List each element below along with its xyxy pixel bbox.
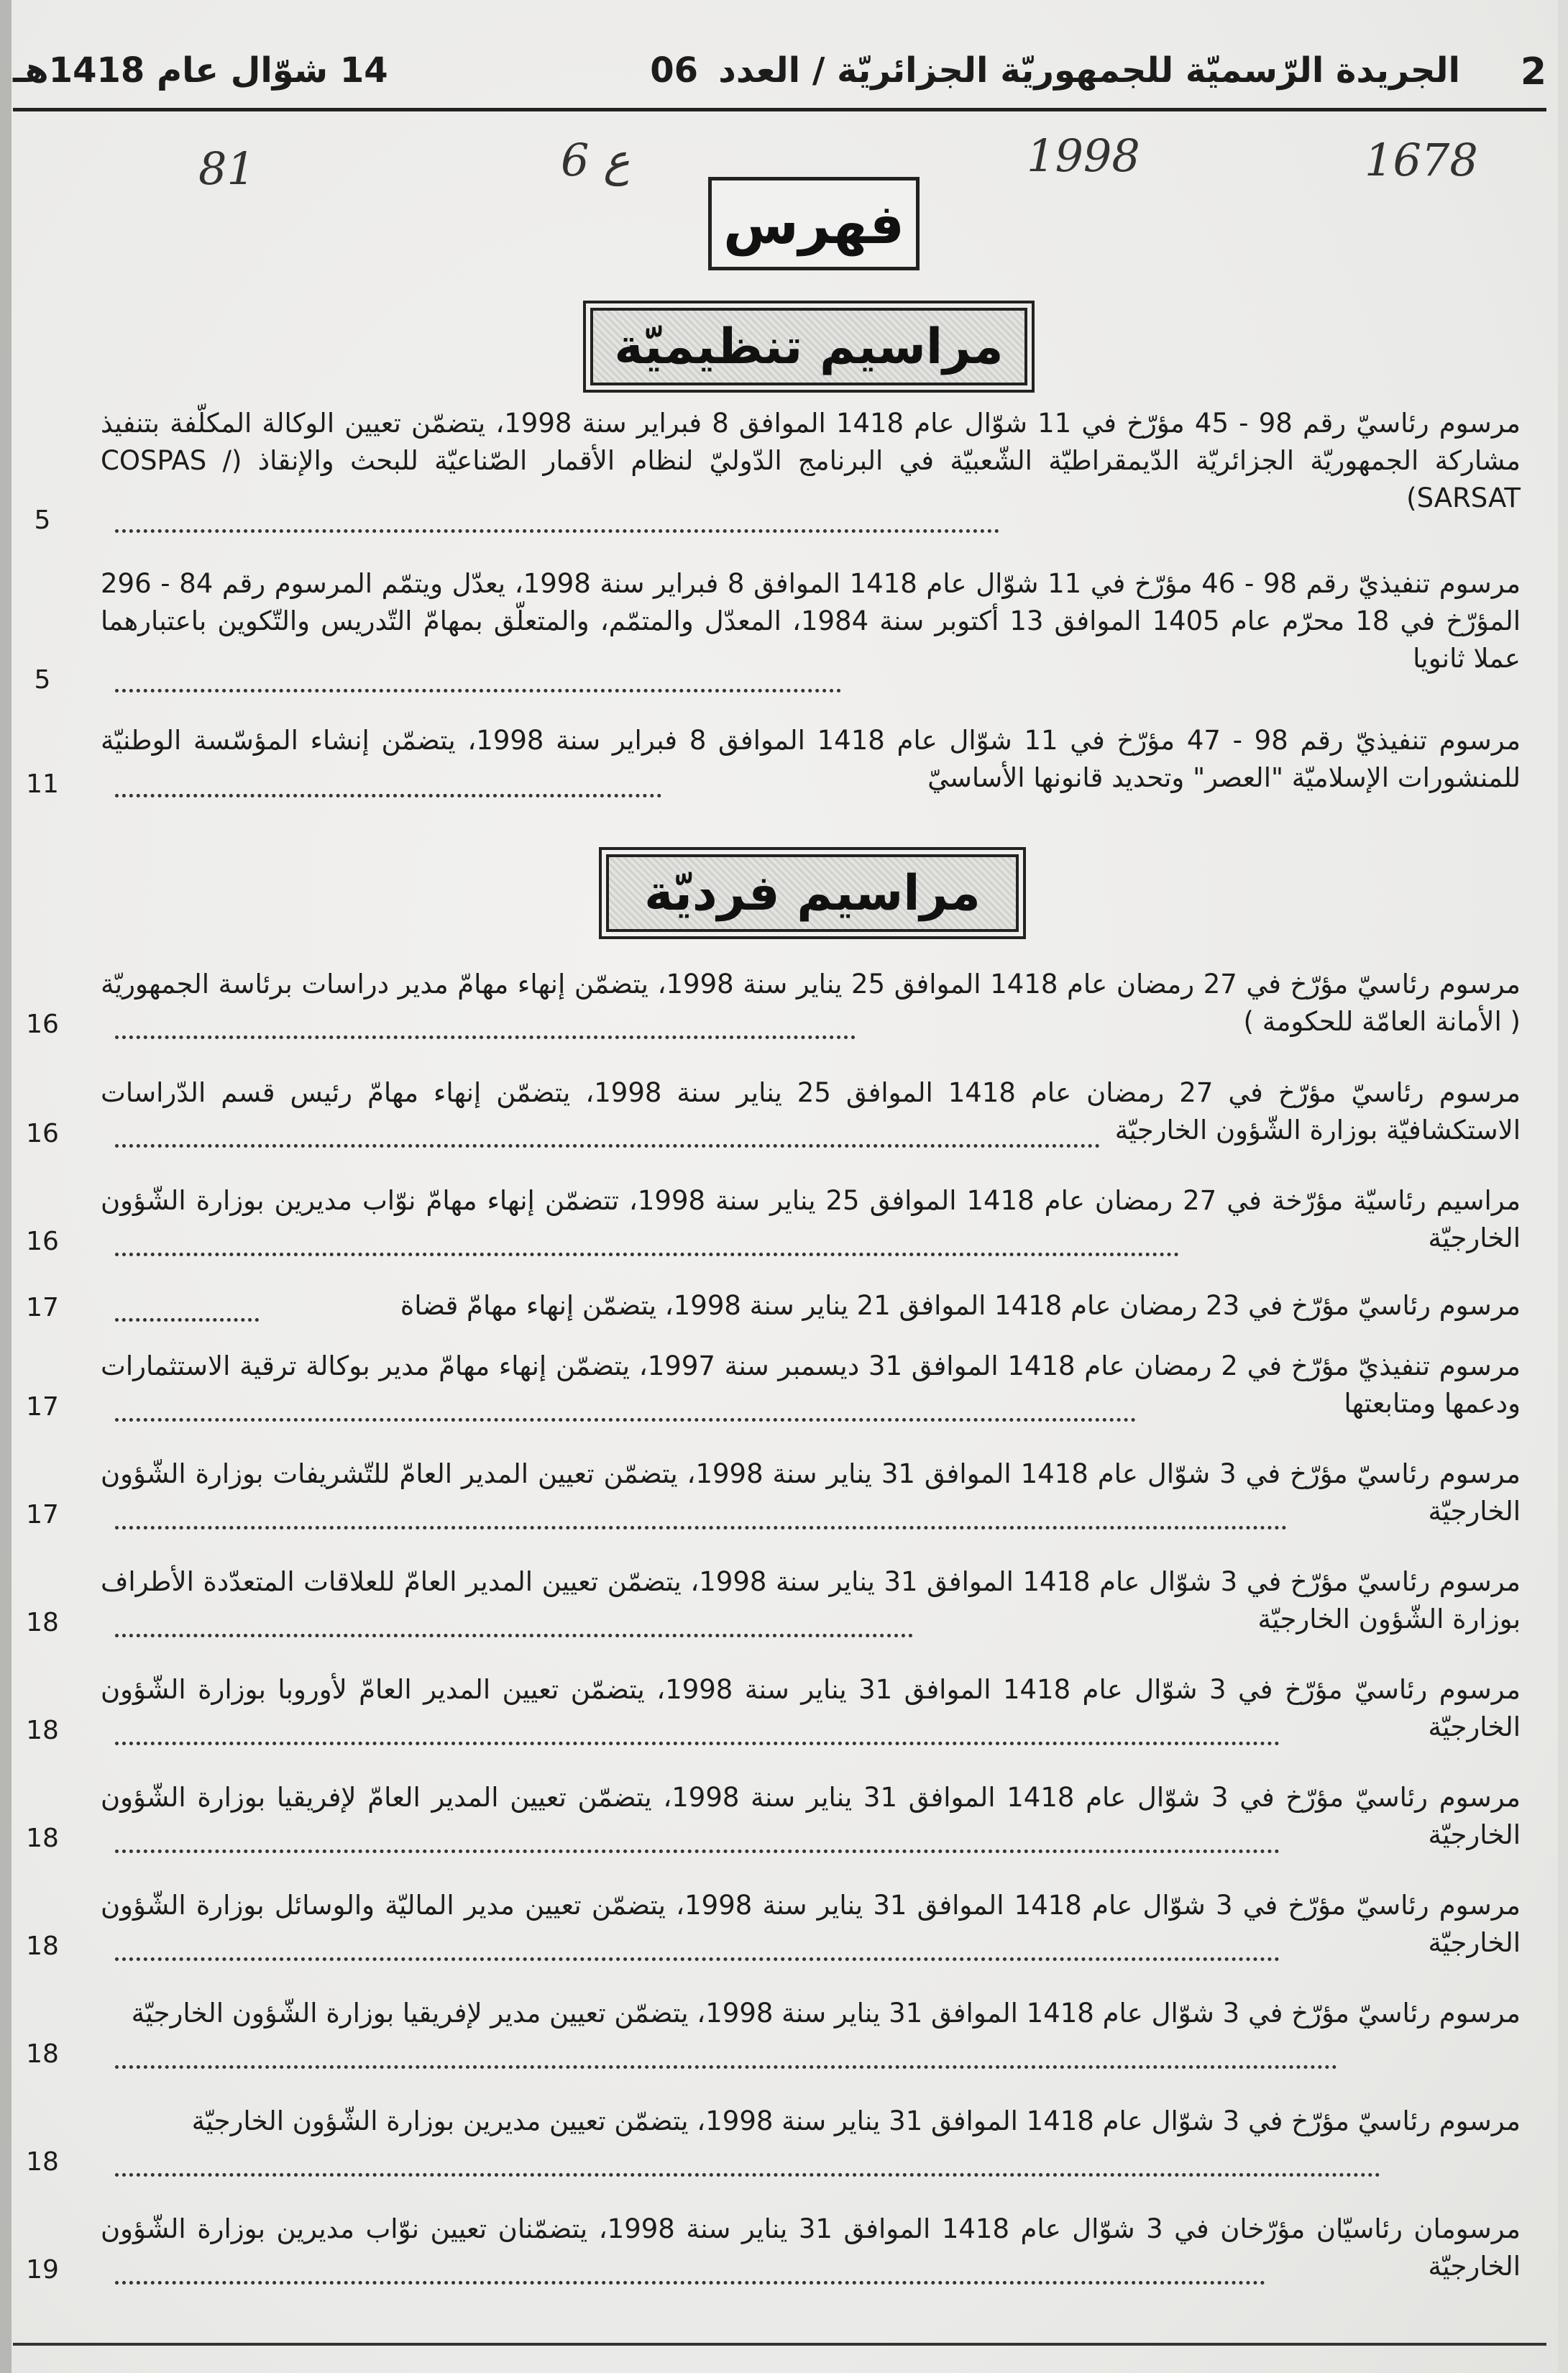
toc-page-number: 18 (26, 1608, 59, 1637)
toc-page-number: 11 (26, 769, 59, 799)
toc-page-number: 16 (26, 1119, 59, 1148)
running-header (13, 37, 1546, 109)
handwritten-note: 1678 (1365, 134, 1478, 186)
toc-entry[interactable]: مرسوم رئاسيّ رقم 98 - 45 مؤرّخ في 11 شوّال عام 1418 الموافق 8 فبراير سنة 1998، يتضمّن تعيين الوكالة المكلّفة بتنفيذ مشاركة الجمهوريّة الجزائريّة الدّيمقراطيّة الشّعبيّة في البرنامج الدّوليّ لنظام الأقمار الصّناعيّة للبحث والإنقاذ (COSPAS / SARSAT) (101, 408, 1521, 513)
leader-dots (115, 1035, 856, 1039)
handwritten-note: 81 (198, 142, 255, 195)
binding-edge (0, 0, 12, 2373)
leader-dots (115, 2281, 1265, 2285)
toc-entry[interactable]: مرسوم تنفيذيّ رقم 98 - 46 مؤرّخ في 11 شوّال عام 1418 الموافق 8 فبراير سنة 1998، يعدّل ويتمّم المرسوم رقم 84 - 296 المؤرّخ في 18 محرّم عام 1405 الموافق 13 أكتوبر سنة 1984، المعدّل والمتمّم، والمتعلّق بمهامّ التّدريس والتّكوين باعتبارهما عملا ثانويا (101, 568, 1521, 674)
toc-entry[interactable]: مرسوم رئاسيّ مؤرّخ في 3 شوّال عام 1418 الموافق 31 يناير سنة 1998، يتضمّن تعيين المدير العامّ لإفريقيا بوزارة الشّؤون الخارجيّة (101, 1782, 1521, 1850)
leader-dots (115, 1742, 1280, 1745)
toc-page-number: 18 (26, 1716, 59, 1745)
toc-page-number: 17 (26, 1293, 59, 1322)
index-title: فهرس (708, 177, 920, 270)
leader-dots (115, 1144, 1100, 1148)
leader-dots (115, 1957, 1280, 1961)
toc-entry[interactable]: مرسوم رئاسيّ مؤرّخ في 3 شوّال عام 1418 الموافق 31 يناير سنة 1998، يتضمّن تعيين المدير العامّ للعلاقات المتعدّدة الأطراف بوزارة الشّؤون الخارجيّة (101, 1566, 1521, 1634)
toc-entry[interactable]: مرسوم رئاسيّ مؤرّخ في 23 رمضان عام 1418 الموافق 21 يناير سنة 1998، يتضمّن إنهاء مهامّ قضاة (400, 1290, 1521, 1321)
leader-dots (115, 529, 999, 533)
header-rule (13, 108, 1546, 111)
section-title-regulatory-decrees: مراسيم تنظيميّة (590, 308, 1027, 385)
toc-entry[interactable]: مرسومان رئاسيّان مؤرّخان في 3 شوّال عام 1418 الموافق 31 يناير سنة 1998، يتضمّنان تعيين نوّاب مديرين بوزارة الشّؤون الخارجيّة (101, 2213, 1521, 2282)
toc-entry[interactable]: مرسوم رئاسيّ مؤرّخ في 3 شوّال عام 1418 الموافق 31 يناير سنة 1998، يتضمّن تعيين مدير الماليّة والوسائل بوزارة الشّؤون الخارجيّة (101, 1890, 1521, 1958)
toc-page-number: 16 (26, 1227, 59, 1256)
leader-dots (115, 2065, 1337, 2069)
leader-dots (115, 689, 841, 692)
toc-page-number: 17 (26, 1500, 59, 1530)
toc-page-number: 19 (26, 2255, 59, 2285)
toc-page-number: 18 (26, 1824, 59, 1853)
toc-page-number: 18 (26, 1931, 59, 1961)
page-edge (1558, 0, 1568, 2373)
leader-dots (115, 1253, 1179, 1256)
toc-page-number: 16 (26, 1010, 59, 1039)
toc-page-number: 18 (26, 2147, 59, 2177)
toc-page-number: 5 (34, 665, 51, 695)
journal-title: الجريدة الرّسميّة للجمهوريّة الجزائريّة / العدد (718, 50, 1460, 91)
bottom-rule (13, 2343, 1546, 2346)
toc-entry[interactable]: مرسوم رئاسيّ مؤرّخ في 3 شوّال عام 1418 الموافق 31 يناير سنة 1998، يتضمّن تعيين المدير العامّ لأوروبا بوزارة الشّؤون الخارجيّة (101, 1674, 1521, 1742)
toc-entry[interactable]: مرسوم رئاسيّ مؤرّخ في 3 شوّال عام 1418 الموافق 31 يناير سنة 1998، يتضمّن تعيين مديرين بوزارة الشّؤون الخارجيّة (191, 2105, 1521, 2136)
leader-dots (115, 1418, 1136, 1422)
toc-entry[interactable]: مرسوم تنفيذيّ مؤرّخ في 2 رمضان عام 1418 الموافق 31 ديسمبر سنة 1997، يتضمّن إنهاء مهامّ مدير بوكالة ترقية الاستثمارات ودعمها ومتابعتها (101, 1350, 1521, 1419)
toc-entry[interactable]: مرسوم تنفيذيّ رقم 98 - 47 مؤرّخ في 11 شوّال عام 1418 الموافق 8 فبراير سنة 1998، يتضمّن إنشاء المؤسّسة الوطنيّة للمنشورات الإسلاميّة "العصر" وتحديد قانونها الأساسيّ (101, 725, 1521, 793)
toc-entry[interactable]: مرسوم رئاسيّ مؤرّخ في 27 رمضان عام 1418 الموافق 25 يناير سنة 1998، يتضمّن إنهاء مهامّ مدير دراسات برئاسة الجمهوريّة ( الأمانة العامّة للحكومة ) (101, 969, 1521, 1037)
toc-page-number: 5 (34, 506, 51, 535)
toc-page-number: 17 (26, 1392, 59, 1422)
issue-number: 06 (650, 50, 698, 91)
page-number: 2 (1520, 50, 1546, 93)
leader-dots (115, 1850, 1280, 1853)
toc-entry[interactable]: مرسوم رئاسيّ مؤرّخ في 3 شوّال عام 1418 الموافق 31 يناير سنة 1998، يتضمّن تعيين المدير العامّ للتّشريفات بوزارة الشّؤون الخارجيّة (101, 1458, 1521, 1527)
toc-entry[interactable]: مرسوم رئاسيّ مؤرّخ في 27 رمضان عام 1418 الموافق 25 يناير سنة 1998، يتضمّن إنهاء مهامّ رئيس قسم الدّراسات الاستكشافيّة بوزارة الشّؤون الخارجيّة (101, 1077, 1521, 1146)
section-title-individual-decrees: مراسيم فرديّة (606, 854, 1019, 932)
hijri-date: 14 شوّال عام 1418هـ (13, 50, 388, 91)
leader-dots (115, 2173, 1380, 2177)
handwritten-note: 6 ع (561, 134, 631, 186)
leader-dots (115, 1526, 1287, 1530)
leader-dots (115, 1318, 259, 1322)
leader-dots (115, 1634, 913, 1637)
toc-page-number: 18 (26, 2039, 59, 2069)
toc-entry[interactable]: مراسيم رئاسيّة مؤرّخة في 27 رمضان عام 1418 الموافق 25 يناير سنة 1998، تتضمّن إنهاء مهامّ نوّاب مديرين بوزارة الشّؤون الخارجيّة (101, 1185, 1521, 1253)
handwritten-note: 1998 (1027, 129, 1140, 182)
leader-dots (115, 794, 661, 797)
toc-entry[interactable]: مرسوم رئاسيّ مؤرّخ في 3 شوّال عام 1418 الموافق 31 يناير سنة 1998، يتضمّن تعيين مدير لإفريقيا بوزارة الشّؤون الخارجيّة (131, 1998, 1521, 2029)
